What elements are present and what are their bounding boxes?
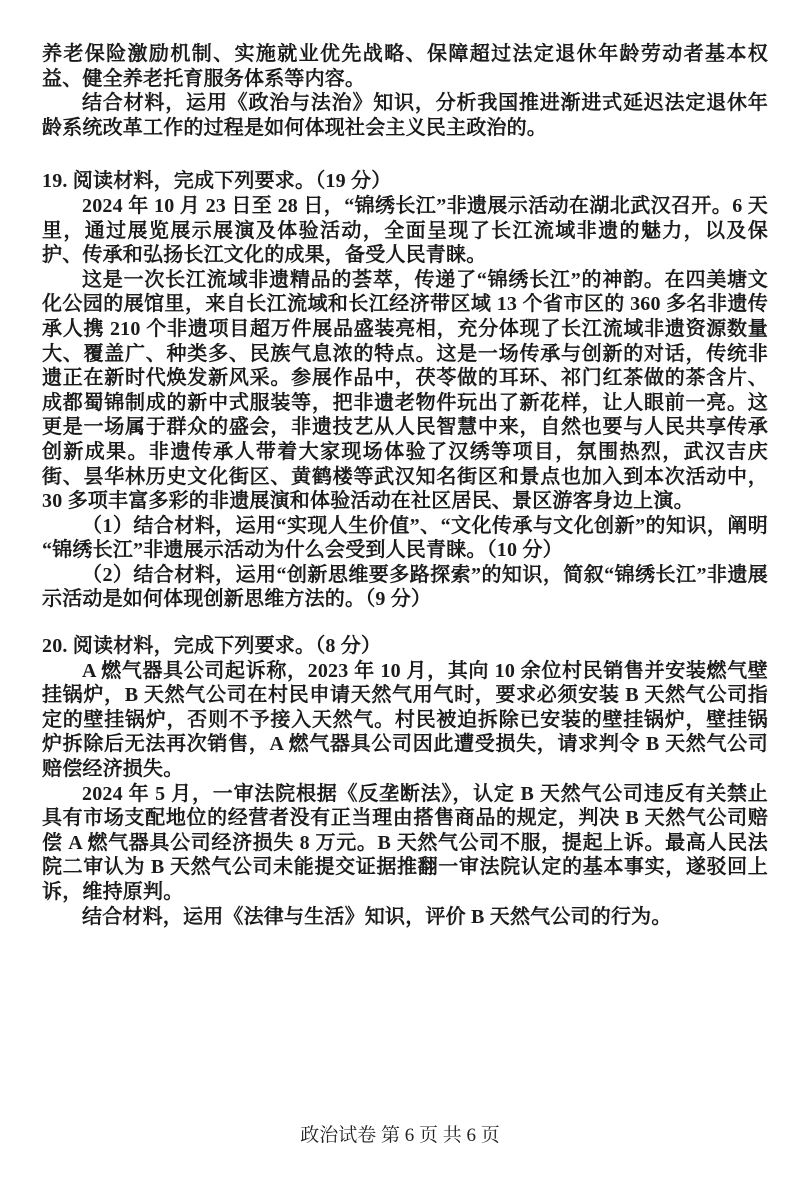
page-footer: 政治试卷 第 6 页 共 6 页 <box>300 1125 500 1146</box>
exam-paper-content <box>42 42 768 929</box>
question-19-header: 19. 阅读材料，完成下列要求。（19 分） <box>42 170 392 193</box>
question-20-material-paragraph-1: A 燃气器具公司起诉称，2023 年 10 月，其向 10 余位村民销售并安装燃气壁挂锅炉，B 天然气公司在村民申请天然气用气时，要求必须安装 B 天然气公司指定的壁挂锅炉，否则不予接入天然气。村民被迫拆除已安装的壁挂锅炉，壁挂锅炉拆除后无法再次销售，A 燃气器具公司因此遭受损失，请求判令 B 天然气公司赔偿经济损失。 <box>42 659 768 781</box>
question-18-continuation-text: 养老保险激励机制、实施就业优先战略、保障超过法定退休年龄劳动者基本权益、健全养老托育服务体系等内容。 <box>42 43 768 90</box>
question-18-prompt: 结合材料，运用《政治与法治》知识，分析我国推进渐进式延迟法定退休年龄系统改革工作的过程是如何体现社会主义民主政治的。 <box>42 92 768 139</box>
question-20-prompt: 结合材料，运用《法律与生活》知识，评价 B 天然气公司的行为。 <box>82 905 672 928</box>
question-19-material-paragraph-2: 这是一次长江流域非遗精品的荟萃，传递了“锦绣长江”的神韵。在四美塘文化公园的展馆里，来自长江流域和长江经济带区域 13 个省市区的 360 多名非遗传承人携 210 个非遗项目超万件展品盛装亮相，充分体现了长江流域非遗资源数量大、覆盖广、种类多、民族气息浓的特点。这是一场传承与创新的对话，传统非遗正在新时代焕发新风采。参展作品中，茯苓做的耳环、祁门红茶做的茶含片、成都蜀锦制成的新中式服装等，把非遗老物件玩出了新花样，让人眼前一亮。这更是一场属于群众的盛会，非遗技艺从人民智慧中来，自然也要与人民共享传承创新成果。非遗传承人带着大家现场体验了汉绣等项目，氛围热烈，武汉吉庆街、昙华林历史文化街区、黄鹤楼等武汉知名街区和景点也加入到本次活动中，30 多项丰富多彩的非遗展演和体验活动在社区居民、景区游客身边上演。 <box>42 268 768 513</box>
question-19-material-paragraph-1: 2024 年 10 月 23 日至 28 日，“锦绣长江”非遗展示活动在湖北武汉召开。6 天里，通过展览展示展演及体验活动，全面呈现了长江流域非遗的魅力，以及保护、传承和弘扬长江文化的成果，备受人民青睐。 <box>42 194 768 267</box>
section-divider <box>42 612 768 634</box>
question-19-subquestion-1: （1）结合材料，运用“实现人生价值”、“文化传承与文化创新”的知识，阐明“锦绣长江”非遗展示活动为什么会受到人民青睐。（10 分） <box>42 514 768 562</box>
question-20-material-paragraph-2: 2024 年 5 月，一审法院根据《反垄断法》，认定 B 天然气公司违反有关禁止具有市场支配地位的经营者没有正当理由搭售商品的规定，判决 B 天然气公司赔偿 A 燃气器具公司经济损失 8 万元。B 天然气公司不服，提起上诉。最高人民法院二审认为 B 天然气公司未能提交证据推翻一审法院认定的基本事实，遂驳回上诉，维持原判。 <box>42 782 768 903</box>
question-19-subquestion-2: （2）结合材料，运用“创新思维要多路探索”的知识，简叙“锦绣长江”非遗展示活动是如何体现创新思维方法的。（9 分） <box>42 563 768 611</box>
question-20-header: 20. 阅读材料，完成下列要求。（8 分） <box>42 635 382 658</box>
section-divider <box>42 140 768 169</box>
